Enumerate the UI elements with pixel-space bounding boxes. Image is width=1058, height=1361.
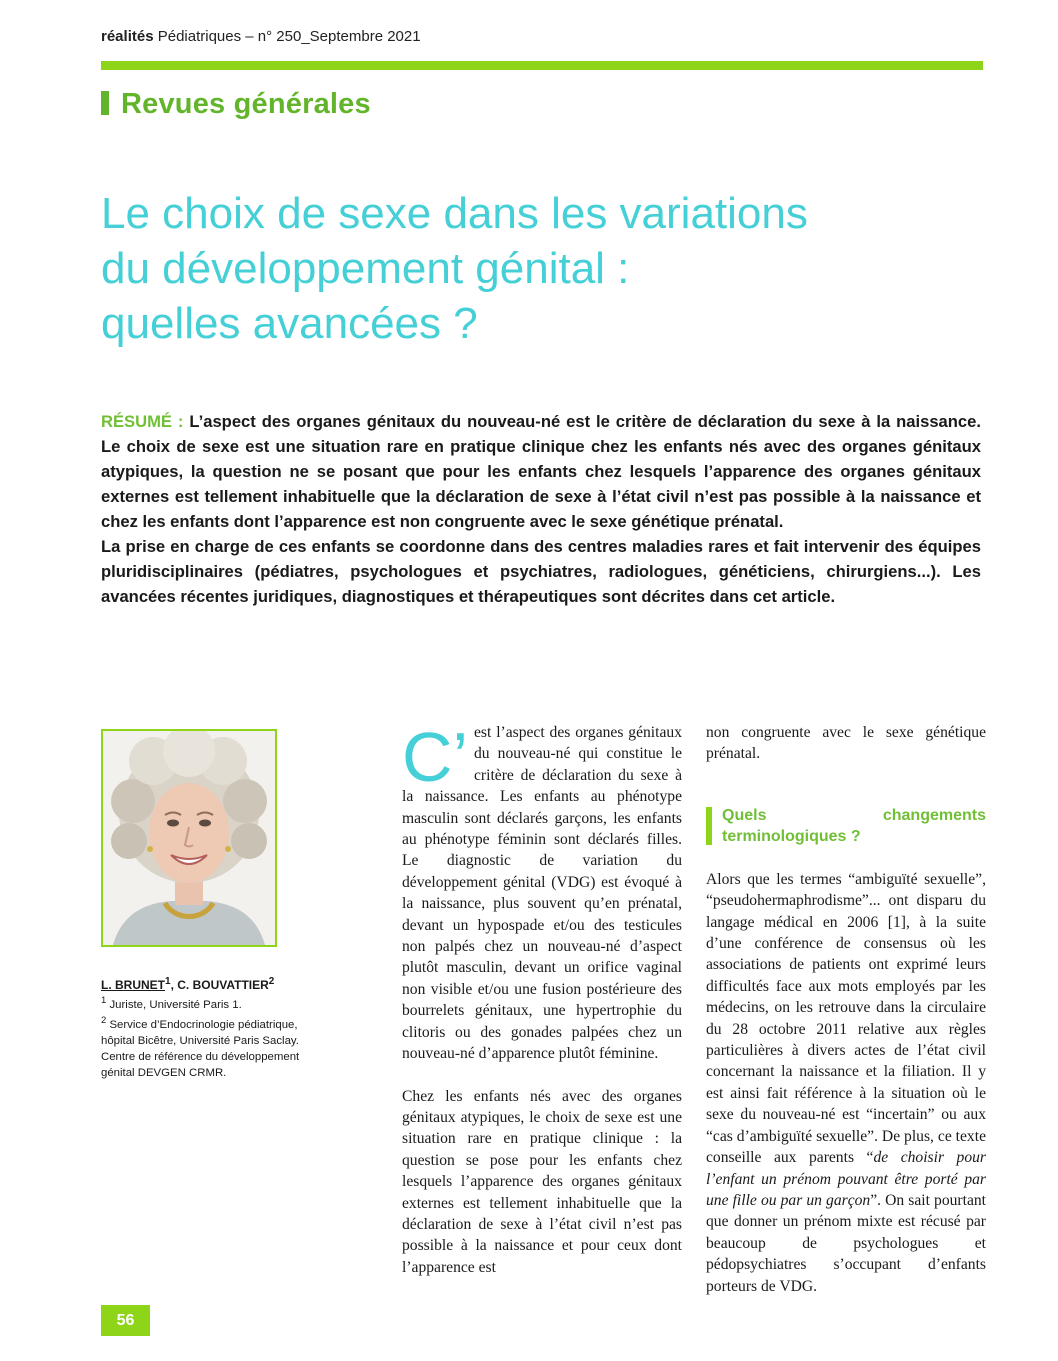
section-label-text: Revues générales <box>121 88 371 120</box>
section-label <box>101 88 371 121</box>
dropcap: C’ <box>402 718 469 796</box>
author-1: L. BRUNET <box>101 978 165 992</box>
abstract-p2: La prise en charge de ces enfants se coordonne dans des centres maladies rares et fait intervenir des équipes pluridisciplinaires (pédiatres, psychologues et psychiatres, radiologues, généticiens, chirurgiens...). Les avancées récentes juridiques, diagnostiques et thérapeutiques sont décrites dans cet article. <box>101 537 981 606</box>
issue-info: Pédiatriques – n° 250_Septembre 2021 <box>157 28 421 45</box>
author-sep: , <box>170 978 178 992</box>
body-para-4-quote: de choisir pour l’enfant un prénom pouvant être porté par une fille ou par un garçon <box>706 1149 986 1209</box>
author-photo <box>101 729 277 947</box>
subheading-text: Quels changements terminologiques ? <box>722 806 986 845</box>
body-para-4-a: Alors que les termes “ambiguïté sexuelle”, “pseudohermaphrodisme”... ont disparu du langage médical en 2006 [1], à la suite d’une conférence de consensus où les associations de patients ont exprimé leurs difficultés face aux mots employés par les médecins, on les retrouve dans la circulaire du 28 octobre 2011 relative aux règles particulières à divers actes de l’état civil concernant la naissance et la filiation. Il y est ainsi fait référence à la situation où le sexe du nouveau-né est “incertain” ou aux “cas d’ambiguïté sexuelle”. De plus, ce texte conseille aux parents “ <box>706 870 986 1167</box>
body-para-4 <box>706 869 986 1297</box>
title-line-3: quelles avancées ? <box>101 299 478 348</box>
body-para-1 <box>402 718 682 1065</box>
affiliation-1 <box>101 993 321 1013</box>
section-bar <box>101 91 109 115</box>
affiliation-1-text: Juriste, Université Paris 1. <box>106 998 242 1011</box>
affiliation-2 <box>101 1013 321 1081</box>
body-column-2 <box>706 722 986 1297</box>
abstract <box>101 409 981 609</box>
body-para-2: Chez les enfants nés avec des organes génitaux atypiques, le choix de sexe est une situation rare en pratique clinique : la question se pose pour les enfants chez lesquels l’apparence des organes génitaux externes est tellement inhabituelle que la déclaration de sexe à l’état civil n’est pas possible à la naissance et pour ceux dont l’apparence est <box>402 1087 682 1276</box>
title-line-1: Le choix de sexe dans les variations <box>101 189 808 238</box>
affiliation-2-text: Service d’Endocrinologie pédiatrique, hôpital Bicêtre, Université Paris Saclay. Centre de référence du développement génital DEVGEN CRMR. <box>101 1018 300 1079</box>
author-block <box>101 974 321 1081</box>
article-title <box>101 186 981 351</box>
title-line-2: du développement génital : <box>101 244 630 293</box>
affiliation-2-sup: 2 <box>101 1014 107 1026</box>
body-para-1-text: est l’aspect des organes génitaux du nouveau-né qui constitue le critère de déclaration du sexe à la naissance. Les enfants au phénotype masculin sont déclarés garçons, les enfants au phénotype féminin sont déclarés filles. Le diagnostic de variation du développement génital (VDG) est évoqué à la naissance, plus souvent qu’en prénatal, devant un hypospade et/ou des testicules non palpés chez un nouveau-né d’aspect plutôt masculin, devant un orifice vaginal non visible et/ou une fusion postérieure des bourrelets génitaux, une hypertrophie du clitoris ou des gonades palpées chez un nouveau-né d’apparence plutôt féminine. <box>402 724 682 1063</box>
subheading-bar <box>706 807 712 845</box>
journal-name: réalités <box>101 28 154 45</box>
page-number: 56 <box>101 1305 150 1336</box>
author-2: C. BOUVATTIER <box>177 978 269 992</box>
abstract-p1-text: L’aspect des organes génitaux du nouveau-né est le critère de déclaration du sexe à la naissance. Le choix de sexe est une situation rare en pratique clinique chez les enfants nés avec des organes génitaux atypiques, la question ne se posant que pour les enfants chez lesquels l’apparence des organes génitaux externes est tellement inhabituelle que la déclaration de sexe à l’état civil n’est pas possible à la naissance et chez les enfants dont l’apparence est non congruente avec le sexe génétique prénatal. <box>101 412 981 531</box>
body-column-1 <box>402 718 682 1278</box>
top-rule <box>101 61 983 70</box>
author-portrait-icon <box>103 731 275 945</box>
author-2-sup: 2 <box>268 976 275 987</box>
abstract-label: RÉSUMÉ : <box>101 412 184 431</box>
body-para-3: non congruente avec le sexe génétique prénatal. <box>706 724 986 763</box>
running-head <box>101 28 421 45</box>
author-1-sup: 1 <box>165 976 171 987</box>
affiliation-1-sup: 1 <box>101 995 107 1006</box>
subheading <box>706 805 986 847</box>
abstract-p1 <box>101 409 981 534</box>
author-names <box>101 974 321 993</box>
body-para-4-b: ”. On sait pourtant que donner un prénom mixte est récusé par beaucoup de psychologues et pédopsychiatres s’occupant d’enfants porteurs de VDG. <box>706 1191 986 1295</box>
